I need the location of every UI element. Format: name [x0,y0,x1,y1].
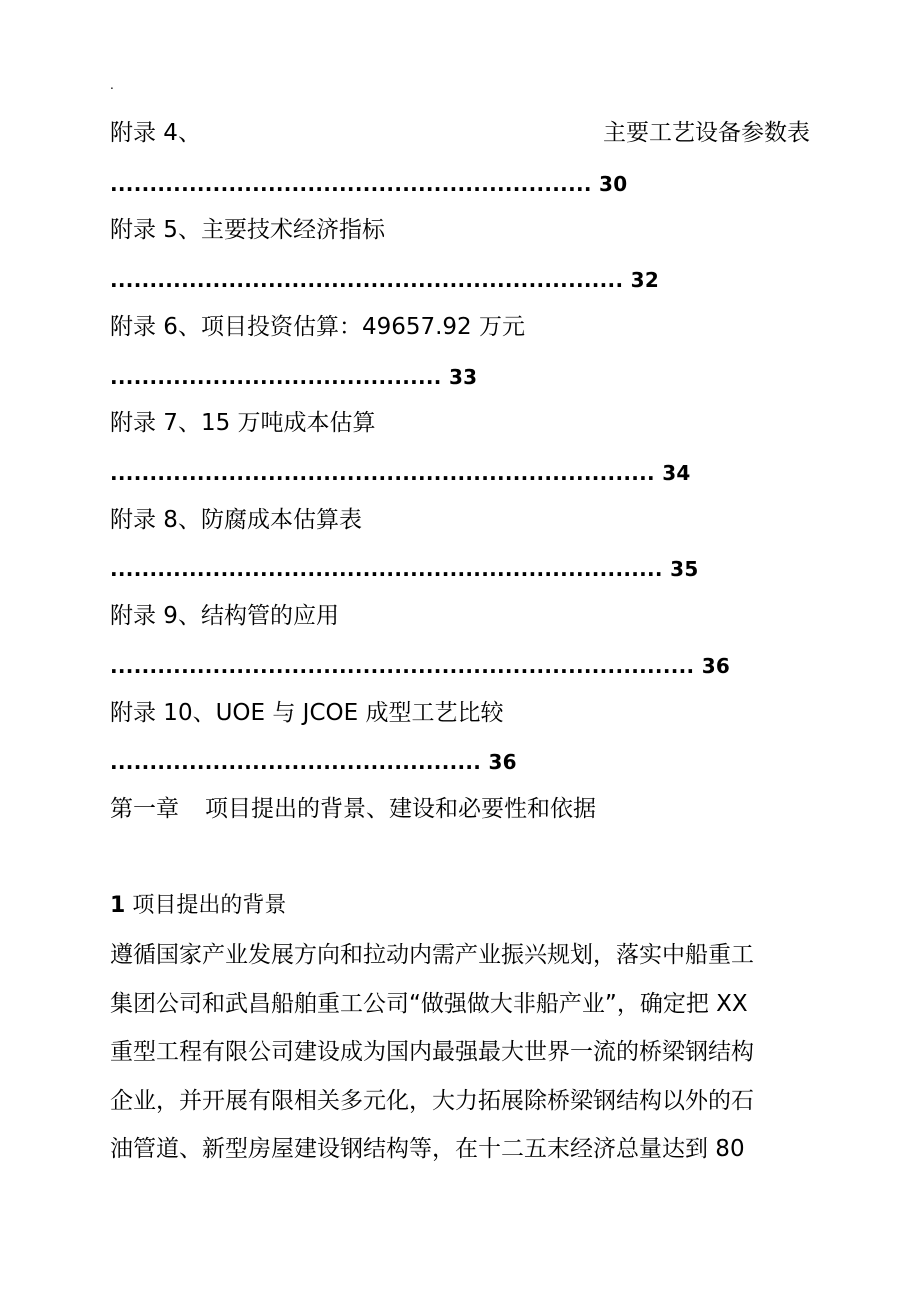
paragraph-line: 遵循国家产业发展方向和拉动内需产业振兴规划，落实中船重工 [110,942,754,968]
toc-page-number: 36 [701,654,731,678]
toc-leader: .......................................... [110,365,442,389]
toc-leader: ..................................................................... [110,461,655,485]
chapter-title: 项目提出的背景、建设和必要性和依据 [205,796,596,822]
toc-page-number: 32 [630,268,660,292]
toc-leader: ................................................................. [110,268,624,292]
toc-entry-title: 附录 10、UOE 与 JCOE 成型工艺比较 [110,700,504,726]
toc-entry-title: 附录 8、防腐成本估算表 [110,507,362,533]
body-paragraph [110,931,810,1174]
toc-page-number: 34 [662,461,691,485]
toc-leader-line [110,747,517,777]
chapter-heading [110,794,596,824]
paragraph-line: 油管道、新型房屋建设钢结构等，在十二五末经济总量达到 80 [110,1136,745,1162]
toc-leader-line [110,651,730,681]
toc-leader: .......................................................................... [110,654,695,678]
section-heading [110,891,286,921]
toc-entry-title: 附录 7、15 万吨成本估算 [110,410,376,436]
toc-leader: ............................................... [110,750,482,774]
toc-page-number: 36 [488,750,517,774]
paragraph-line: 企业，并开展有限相关多元化，大力拓展除桥梁钢结构以外的石 [110,1087,754,1114]
toc-leader-line [110,169,627,199]
toc-entry-title: 附录 6、项目投资估算：49657.92 万元 [110,314,525,340]
toc-entry-title: 附录 9、结构管的应用 [110,603,339,629]
toc-entry-title: 附录 5、主要技术经济指标 [110,217,385,243]
toc-leader-line [110,554,699,584]
toc-leader: ............................................................. [110,172,592,196]
section-title: 项目提出的背景 [132,893,287,918]
page-marker: . [110,78,114,92]
paragraph-line: 集团公司和武昌船舶重工公司“做强做大非船产业”，确定把 XX [110,990,748,1017]
toc-leader-line [110,362,477,392]
toc-leader-line [110,458,691,488]
paragraph-line: 重型工程有限公司建设成为国内最强最大世界一流的桥梁钢结构 [110,1039,754,1065]
toc-page-number: 33 [448,365,478,389]
toc-label-left: 附录 4、 [110,120,201,146]
toc-leader: ...................................................................... [110,557,663,581]
toc-leader-line [110,265,659,295]
toc-label-right: 主要工艺设备参数表 [603,120,810,146]
chapter-number: 第一章 [110,796,179,822]
section-number: 1 [110,893,126,918]
toc-entry-title [110,118,810,148]
toc-page-number: 35 [670,557,699,581]
toc-page-number: 30 [599,172,628,196]
